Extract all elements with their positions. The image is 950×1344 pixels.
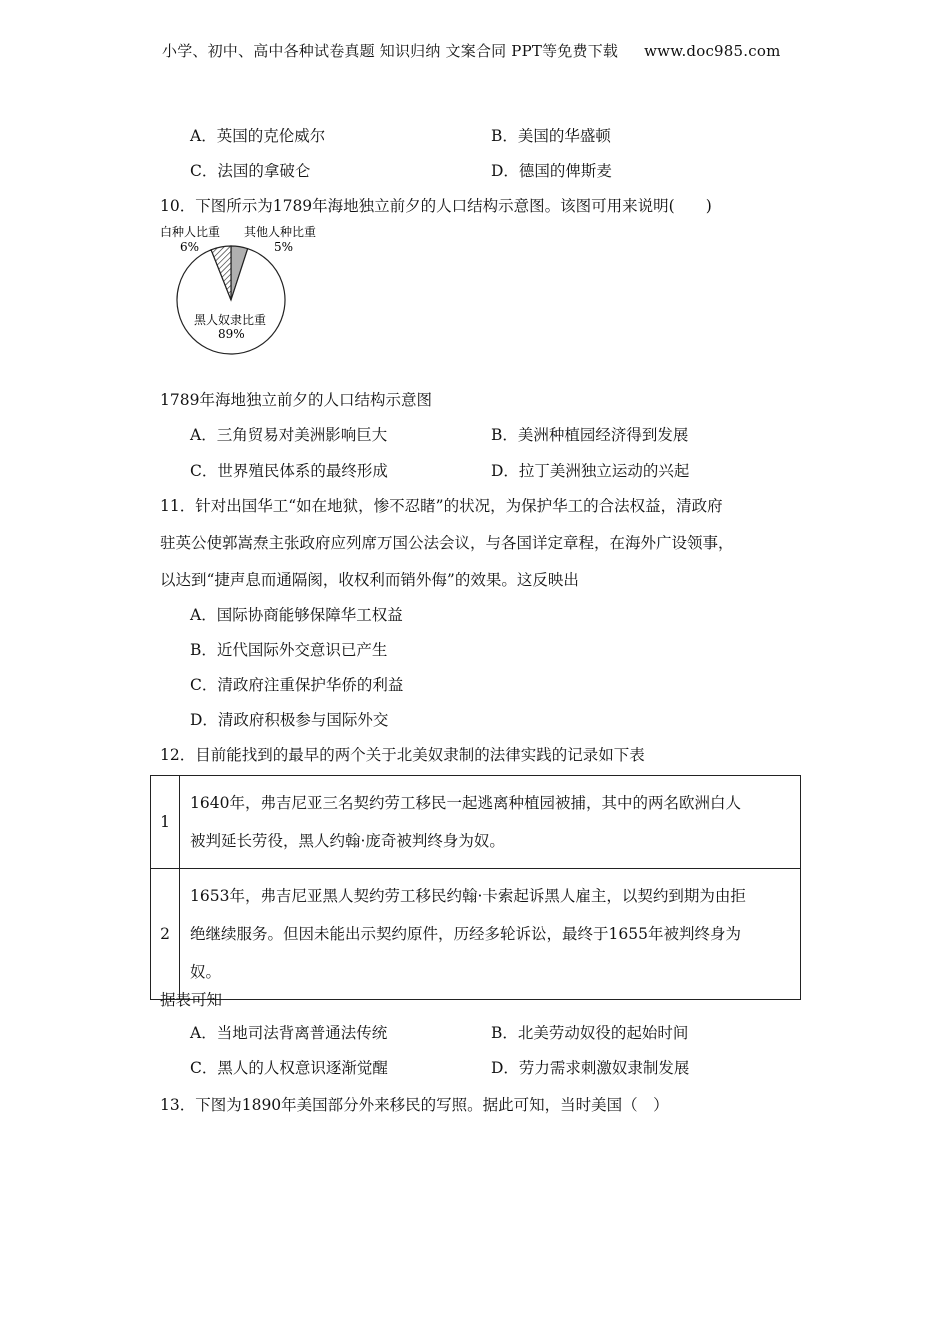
q11-stem-line3: 以达到“捷声息而通隔阂，收权利而销外侮”的效果。这反映出: [160, 571, 579, 589]
q12-option-d[interactable]: D．劳力需求刺激奴隶制发展: [491, 1059, 690, 1077]
header-url[interactable]: www.doc985.com: [644, 42, 781, 60]
page-header: [162, 40, 781, 61]
q10-stem: 10．下图所示为1789年海地独立前夕的人口结构示意图。该图可用来说明( ): [160, 197, 712, 215]
row-text-line: 1640年，弗吉尼亚三名契约劳工移民一起逃离种植园被捕，其中的两名欧洲白人: [190, 794, 741, 812]
pie-label-other: 其他人种比重: [244, 225, 317, 239]
row-text-line: 奴。: [190, 963, 222, 981]
q10-caption: 1789年海地独立前夕的人口结构示意图: [160, 391, 432, 409]
row-number: 2: [151, 869, 180, 1000]
q12-option-a[interactable]: A．当地司法背离普通法传统: [190, 1024, 388, 1042]
pie-label-white: 白种人比重: [160, 225, 221, 239]
q9-option-d[interactable]: D．德国的俾斯麦: [491, 162, 612, 180]
q10-option-a[interactable]: A．三角贸易对美洲影响巨大: [190, 426, 388, 444]
row-text: [180, 869, 801, 1000]
row-number: 1: [151, 776, 180, 869]
row-text-line: 1653年，弗吉尼亚黑人契约劳工移民约翰·卡索起诉黑人雇主，以契约到期为由拒: [190, 887, 746, 905]
q11-stem-line1: 11．针对出国华工“如在地狱，惨不忍睹”的状况，为保护华工的合法权益，清政府: [160, 497, 723, 515]
q11-option-a[interactable]: A．国际协商能够保障华工权益: [190, 606, 403, 624]
q12-option-b[interactable]: B．北美劳动奴役的起始时间: [491, 1024, 689, 1042]
q11-option-c[interactable]: C．清政府注重保护华侨的利益: [190, 676, 404, 694]
q10-option-b[interactable]: B．美洲种植园经济得到发展: [491, 426, 689, 444]
population-pie-chart: [158, 222, 328, 362]
pie-label-black: 黑人奴隶比重: [194, 313, 267, 327]
q12-record-table: [150, 775, 801, 1000]
q12-option-c[interactable]: C．黑人的人权意识逐渐觉醒: [190, 1059, 388, 1077]
q9-option-c[interactable]: C．法国的拿破仑: [190, 162, 311, 180]
table-row: [151, 776, 801, 869]
row-text: [180, 776, 801, 869]
pie-svg: [158, 222, 328, 362]
header-tagline: 小学、初中、高中各种试卷真题 知识归纳 文案合同 PPT等免费下载: [162, 42, 619, 60]
q11-option-b[interactable]: B．近代国际外交意识已产生: [190, 641, 388, 659]
q13-stem: 13．下图为1890年美国部分外来移民的写照。据此可知，当时美国（ ）: [160, 1096, 669, 1114]
q10-option-d[interactable]: D．拉丁美洲独立运动的兴起: [491, 462, 690, 480]
pie-value-other: 5%: [274, 240, 294, 254]
q11-option-d[interactable]: D．清政府积极参与国际外交: [190, 711, 389, 729]
pie-value-black: 89%: [218, 327, 245, 341]
table-row: [151, 869, 801, 1000]
q9-option-b[interactable]: B．美国的华盛顿: [491, 127, 611, 145]
q11-stem-line2: 驻英公使郭嵩焘主张政府应列席万国公法会议，与各国详定章程，在海外广设领事，: [160, 534, 734, 552]
pie-value-white: 6%: [180, 240, 200, 254]
row-text-line: 被判延长劳役，黑人约翰·庞奇被判终身为奴。: [190, 832, 505, 850]
q9-option-a[interactable]: A．英国的克伦威尔: [190, 127, 326, 145]
q12-after-text: 据表可知: [160, 991, 223, 1009]
row-text-line: 绝继续服务。但因未能出示契约原件，历经多轮诉讼，最终于1655年被判终身为: [190, 925, 741, 943]
q10-option-c[interactable]: C．世界殖民体系的最终形成: [190, 462, 388, 480]
q12-stem: 12．目前能找到的最早的两个关于北美奴隶制的法律实践的记录如下表: [160, 746, 645, 764]
